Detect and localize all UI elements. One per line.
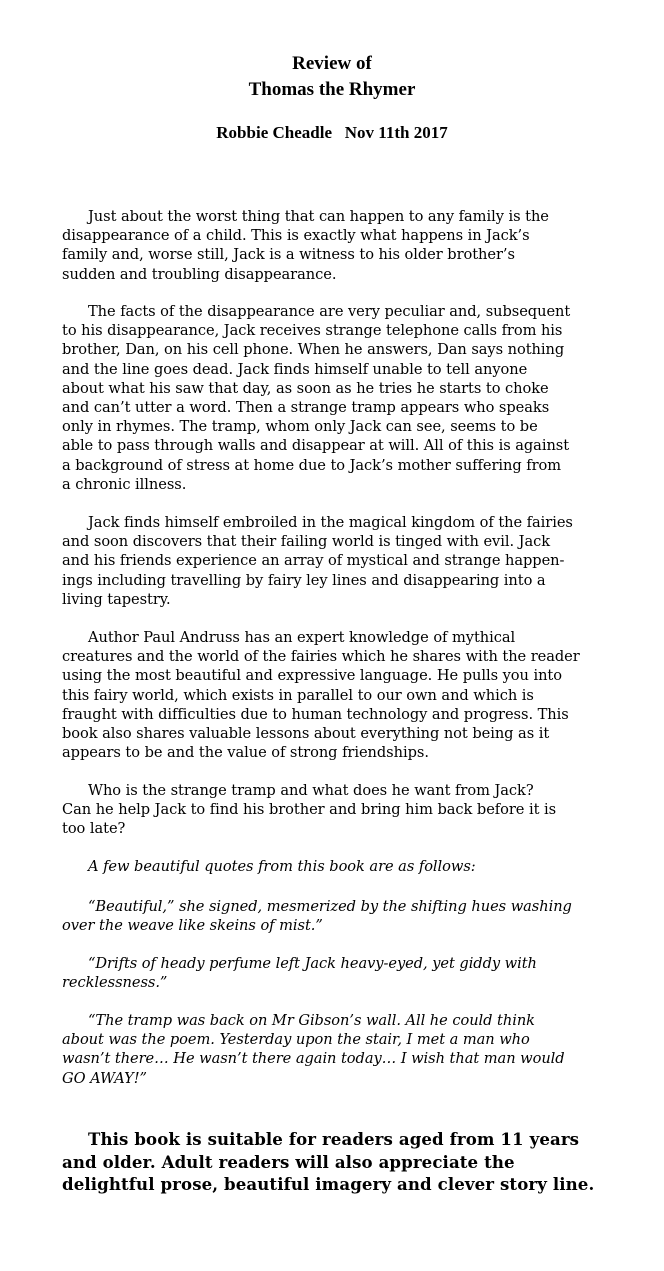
text-line: wasn’t there… He wasn’t there again today… I wish that man would: [62, 1050, 565, 1068]
text-line: too late?: [62, 820, 126, 838]
text-line: “The tramp was back on Mr Gibson’s wall. All he could think: [88, 1012, 535, 1029]
paragraph-quotes-intro: [62, 857, 622, 876]
paragraph-fairy-kingdom: [62, 513, 622, 609]
quote-2: [62, 954, 622, 992]
quote-1: [62, 897, 622, 935]
text-line: Just about the worst thing that can happen to any family is the: [88, 208, 549, 225]
text-line: over the weave like skeins of mist.”: [62, 917, 323, 935]
quote-3: [62, 1011, 622, 1088]
author-date-byline: Robbie Cheadle Nov 11th 2017: [216, 123, 448, 142]
closing-recommendation: [62, 1128, 642, 1196]
text-line: about was the poem. Yesterday upon the stair, I met a man who: [62, 1031, 530, 1049]
text-line: GO AWAY!”: [62, 1069, 147, 1087]
text-line: Author Paul Andruss has an expert knowledge of mythical: [88, 629, 516, 646]
text-line: delightful prose, beautiful imagery and clever story line.: [62, 1174, 595, 1194]
paragraph-disappearance: [62, 302, 622, 494]
text-line: a chronic illness.: [62, 475, 187, 493]
page-title-line-2: Thomas the Rhymer: [248, 79, 416, 100]
text-line: The facts of the disappearance are very peculiar and, subsequent: [88, 303, 571, 320]
paragraph-questions: [62, 781, 622, 839]
page-title-line-1: Review of: [292, 53, 372, 74]
text-line: and older. Adult readers will also appreciate the: [62, 1151, 515, 1172]
text-line: fraught with difficulties due to human technology and progress. This: [62, 705, 569, 723]
text-line: recklessness.”: [62, 974, 168, 992]
text-line: only in rhymes. The tramp, whom only Jack can see, seems to be: [62, 418, 538, 436]
text-line: sudden and troubling disappearance.: [62, 265, 337, 283]
paragraph-intro: [62, 207, 622, 284]
text-line: A few beautiful quotes from this book are as follows:: [88, 858, 476, 875]
text-line: family and, worse still, Jack is a witness to his older brother’s: [62, 246, 515, 264]
text-line: Who is the strange tramp and what does he want from Jack?: [88, 782, 534, 799]
text-line: able to pass through walls and disappear at will. All of this is against: [62, 437, 570, 455]
text-line: to his disappearance, Jack receives strange telephone calls from his: [62, 322, 563, 340]
text-line: and soon discovers that their failing world is tinged with evil. Jack: [62, 533, 551, 551]
text-line: living tapestry.: [62, 590, 171, 608]
text-line: about what his saw that day, as soon as he tries he starts to choke: [62, 379, 549, 397]
text-line: Jack finds himself embroiled in the magical kingdom of the fairies: [88, 514, 573, 531]
text-line: “Drifts of heady perfume left Jack heavy-eyed, yet giddy with: [88, 955, 537, 972]
text-line: this fairy world, which exists in parallel to our own and which is: [62, 686, 534, 704]
text-line: book also shares valuable lessons about everything not being as it: [62, 725, 550, 743]
paragraph-author: [62, 628, 622, 762]
text-line: a background of stress at home due to Jack’s mother suffering from: [62, 456, 562, 474]
text-line: disappearance of a child. This is exactly what happens in Jack’s: [62, 227, 530, 245]
text-line: using the most beautiful and expressive language. He pulls you into: [62, 667, 562, 685]
text-line: appears to be and the value of strong friendships.: [62, 744, 429, 762]
text-line: creatures and the world of the fairies which he shares with the reader: [62, 648, 580, 666]
text-line: This book is suitable for readers aged from 11 years: [88, 1129, 580, 1149]
text-line: ings including travelling by fairy ley lines and disappearing into a: [62, 571, 546, 589]
text-line: and the line goes dead. Jack finds himself unable to tell anyone: [62, 360, 528, 378]
text-line: and his friends experience an array of mystical and strange happen-: [62, 552, 565, 570]
text-line: “Beautiful,” she signed, mesmerized by the shifting hues washing: [88, 898, 572, 915]
text-line: Can he help Jack to find his brother and bring him back before it is: [62, 801, 557, 819]
text-line: and can’t utter a word. Then a strange tramp appears who speaks: [62, 399, 550, 417]
text-line: brother, Dan, on his cell phone. When he answers, Dan says nothing: [62, 341, 565, 359]
